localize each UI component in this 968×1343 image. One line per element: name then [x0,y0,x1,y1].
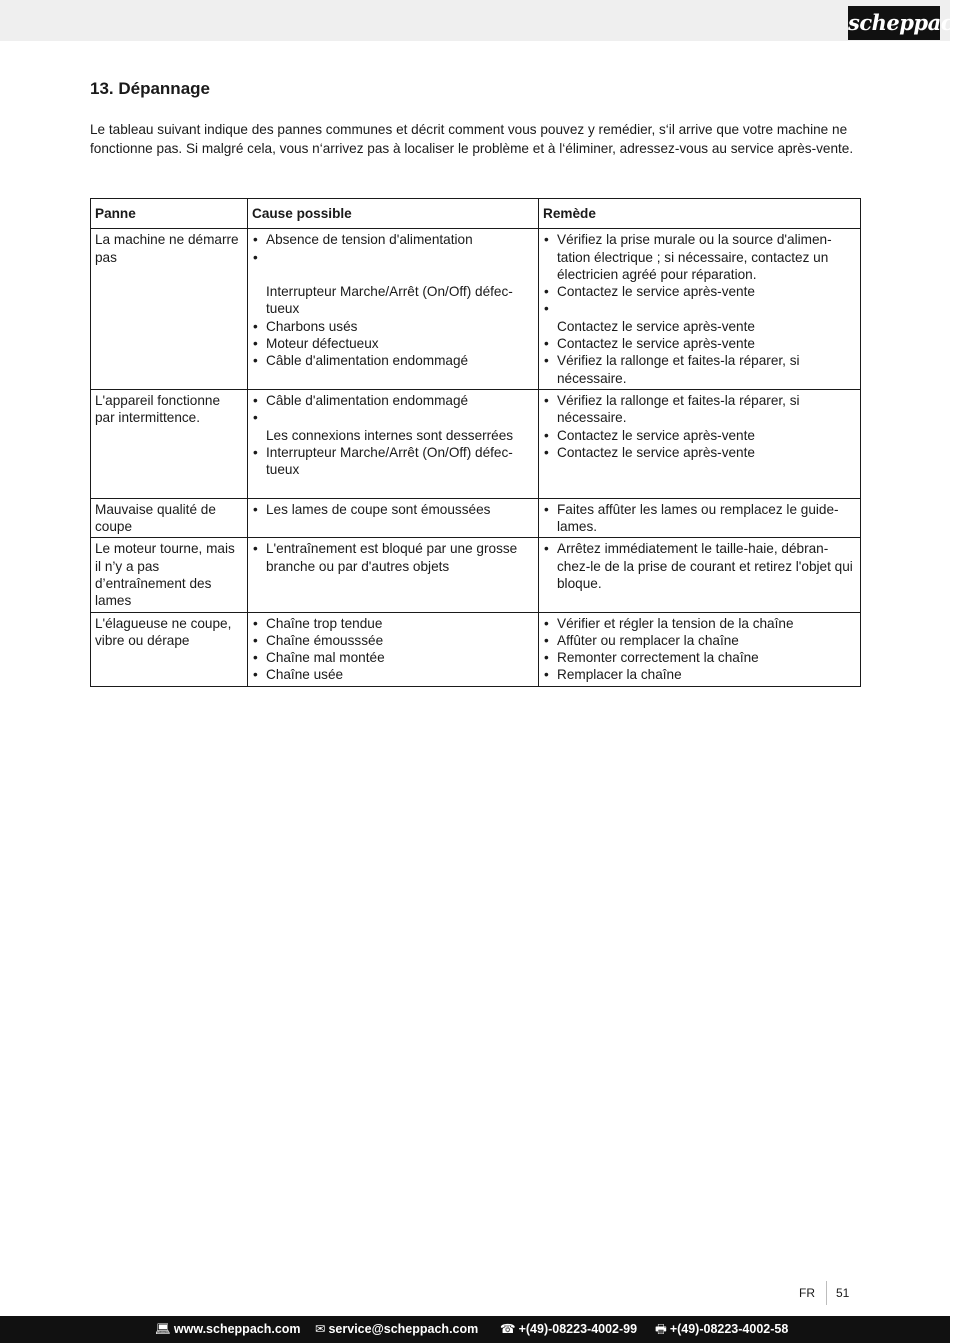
cause-item: • Câble d'alimentation endommagé [252,392,534,409]
cause-item: • Interrupteur Marche/Arrêt (On/Off) défec-tueux [252,249,534,318]
header-remede: Remède [539,199,861,229]
cause-item: • Interrupteur Marche/Arrêt (On/Off) défec-tueux [252,444,534,479]
cause-cell [248,389,539,498]
cause-item: • Absence de tension d'alimentation [252,231,534,248]
phone-icon: ☎︎ [500,1322,516,1336]
footer-email[interactable] [315,1316,478,1343]
remede-item: • Faites affûter les lames ou remplacez le guide-lames. [543,501,856,536]
remede-item: • Remonter correctement la chaîne [543,649,856,666]
table-row [91,498,861,538]
remede-item: • Contactez le service après-vente [543,335,856,352]
remede-item: • Contactez le service après-vente [543,444,856,461]
cause-item: • Chaîne trop tendue [252,615,534,632]
remede-item: • Contactez le service après-vente [543,427,856,444]
footer-fax [655,1316,788,1343]
header-cause: Cause possible [248,199,539,229]
cause-cell [248,612,539,686]
page-number: 51 [836,1286,850,1300]
footer-phone [500,1316,637,1343]
remede-item: • Affûter ou remplacer la chaîne [543,632,856,649]
footer-website[interactable] [155,1316,301,1343]
website-text: www.scheppach.com [173,1322,301,1336]
table-row [91,612,861,686]
cause-item: • L'entraînement est bloqué par une grosse branche ou par d'autres objets [252,540,534,575]
email-icon: ✉︎ [315,1322,326,1336]
cause-item: • Chaîne usée [252,666,534,683]
remede-cell [539,538,861,612]
computer-icon: 💻︎ [155,1322,171,1336]
panne-cell: Mauvaise qualité de coupe [91,498,248,538]
page-number-block [780,1284,860,1304]
remede-item: • Remplacer la chaîne [543,666,856,683]
remede-item: • Arrêtez immédiatement le taille-haie, débran-chez-le de la prise de courant et retirez l'objet qui bloque. [543,540,856,592]
fax-icon: 🖶︎ [655,1322,667,1336]
intro-paragraph: Le tableau suivant indique des pannes communes et décrit comment vous pouvez y remédier, s‘il arrive que votre machine ne fonctionne pas. Si malgré cela, vous n‘arrivez pas à localiser le problème et à l‘éliminer, adressez-vous au service après-vente. [90,122,854,157]
page-divider [826,1281,827,1305]
cause-item: • Moteur défectueux [252,335,534,352]
cause-item: • Chaîne mal montée [252,649,534,666]
cause-item: • Câble d'alimentation endommagé [252,352,534,369]
panne-cell: L'élagueuse ne coupe, vibre ou dérape [91,612,248,686]
cause-item: • Les lames de coupe sont émoussées [252,501,534,518]
cause-cell [248,498,539,538]
remede-item: • Contactez le service après-vente [543,283,856,300]
table-row [91,229,861,390]
table-header-row [91,199,861,229]
troubleshooting-table [90,198,861,687]
phone-text: +(49)-08223-4002-99 [518,1322,638,1336]
header-panne: Panne [91,199,248,229]
panne-cell: Le moteur tourne, mais il n’y a pas d’entraînement des lames [91,538,248,612]
remede-cell [539,389,861,498]
cause-item: • Les connexions internes sont desserrées [252,409,534,444]
remede-item: • Vérifier et régler la tension de la chaîne [543,615,856,632]
cause-cell [248,538,539,612]
remede-cell [539,612,861,686]
remede-item: • Vérifiez la rallonge et faites-la réparer, si nécessaire. [543,392,856,427]
table-row [91,389,861,498]
remede-item: • Vérifiez la prise murale ou la source d'alimen-tation électrique ; si nécessaire, contactez un électricien agréé pour réparation. [543,231,856,283]
panne-cell: La machine ne démarre pas [91,229,248,390]
cause-item: • Chaîne émousssée [252,632,534,649]
cause-cell [248,229,539,390]
email-text: service@scheppach.com [328,1322,479,1336]
scheppach-logo: scheppach [848,6,940,40]
cause-item: • Charbons usés [252,318,534,335]
header-bar [0,0,968,41]
fax-text: +(49)-08223-4002-58 [669,1322,789,1336]
remede-item: • Contactez le service après-vente [543,300,856,335]
table-row [91,538,861,612]
remede-item: • Vérifiez la rallonge et faites-la réparer, si nécessaire. [543,352,856,387]
remede-cell [539,229,861,390]
panne-cell: L'appareil fonctionne par intermittence. [91,389,248,498]
language-code: FR [799,1286,815,1300]
remede-cell [539,498,861,538]
section-title: 13. Dépannage [90,79,210,98]
footer-bar [0,1316,950,1343]
